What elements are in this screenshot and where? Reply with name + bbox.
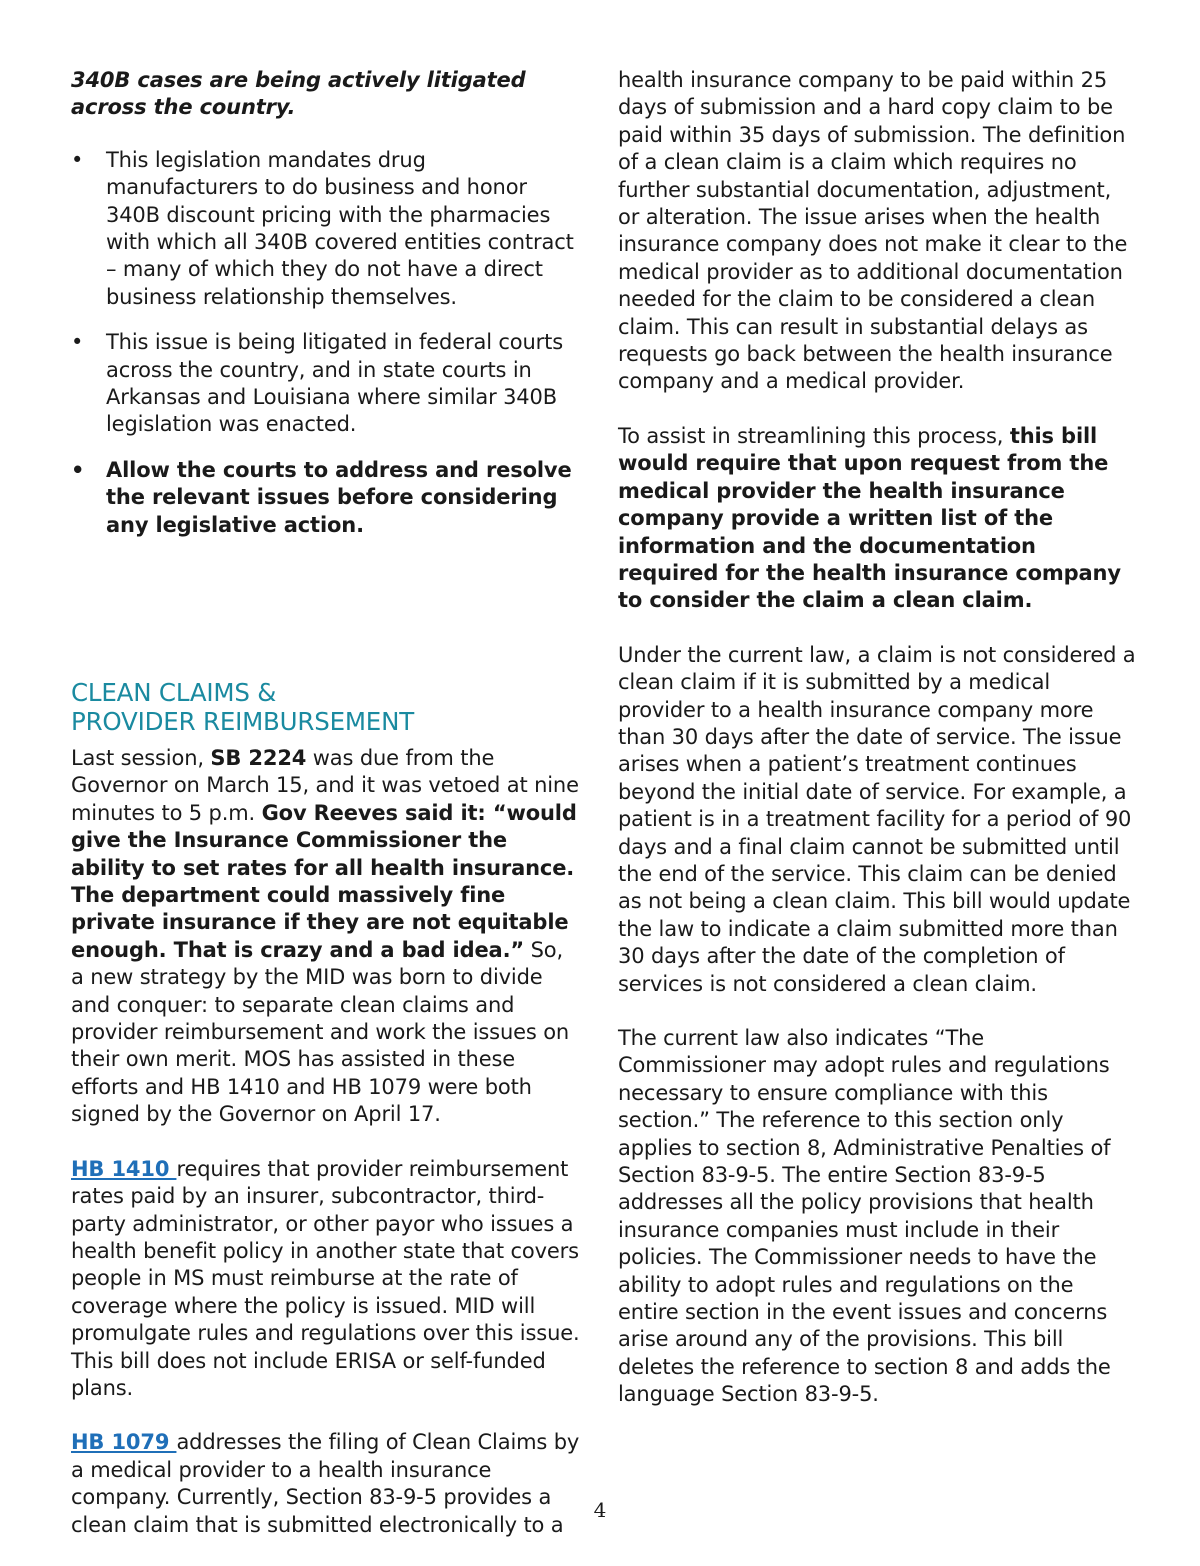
- governor-quote: Gov Reeves said it: “would give the Insurance Commissioner the ability to set rates for all health insurance. The department could massively fine private insurance if they are not equitable enough. That is crazy and a bad idea.”: [71, 800, 577, 962]
- hb1079-link[interactable]: HB 1079: [71, 1430, 177, 1455]
- streamlining-bold: this bill would require that upon request from the medical provider the health insurance company provide a written list of the information and the documentation required for the health insurance company to consider the claim a clean claim.: [618, 423, 1121, 613]
- sb2224-paragraph: [71, 745, 581, 1129]
- sb-text-3: So, a new strategy by the MID was born to divide and conquer: to separate clean claims and provider reimbursement and work the issues on their own merit. MOS has assisted in these efforts and HB 1410 and HB 1079 were both signed by the Governor on April 17.: [71, 937, 570, 1127]
- bullet-text: Allow the courts to address and resolve the relevant issues before considering any legislative action.: [106, 457, 572, 537]
- bullet-icon: •: [71, 457, 85, 482]
- bullet-item: [71, 457, 581, 539]
- current-law-paragraph: Under the current law, a claim is not considered a clean claim if it is submitted by a medical provider to a health insurance company more than 30 days after the date of service. The issue arises when a patient’s treatment continues beyond the initial date of service. For example, a patient is in a treatment facility for a period of 90 days and a final claim cannot be submitted until the end of the service. This claim can be denied as not being a clean claim. This bill would update the law to indicate a claim submitted more than 30 days after the date of the completion of services is not considered a clean claim.: [618, 642, 1136, 996]
- hb1079-text: addresses the filing of Clean Claims by a medical provider to a health insurance company. Currently, Section 83-9-5 provides a clean claim that is submitted electronically to a: [71, 1430, 580, 1537]
- commissioner-paragraph: The current law also indicates “The Commissioner may adopt rules and regulations necessary to ensure compliance with this section.” The reference to this section only applies to section 8, Administrative Penalties of Section 83-9-5. The entire Section 83-9-5 addresses all the policy provisions that health insurance companies must include in their policies. The Commissioner needs to have the ability to adopt rules and regulations on the entire section in the event issues and concerns arise around any of the provisions. This bill deletes the reference to section 8 and adds the language Section 83-9-5.: [618, 1026, 1111, 1407]
- left-column: [71, 67, 581, 557]
- hb1410-text: requires that provider reimbursement rates paid by an insurer, subcontractor, third-party administrator, or other payor who issues a health benefit policy in another state that covers people in MS must reimburse at the rate of coverage where the policy is issued. MID will promulgate rules and regulations over this issue. This bill does not include ERISA or self-funded plans.: [71, 1156, 580, 1400]
- hb1079-paragraph: [71, 1429, 581, 1539]
- bullet-item: [71, 147, 581, 311]
- sb-text-1: Last session,: [71, 746, 211, 770]
- clean-claim-paragraph: health insurance company to be paid within 25 days of submission and a hard copy claim to be paid within 35 days of submission. The definition of a clean claim is a claim which requires no further substantial documentation, adjustment, or alteration. The issue arises when the health insurance company does not make it clear to the medical provider as to additional documentation needed for the claim to be considered a clean claim. This can result in substantial delays as requests go back between the health insurance company and a medical provider.: [618, 68, 1128, 394]
- hb1410-link[interactable]: HB 1410: [71, 1156, 177, 1181]
- bullet-item: [71, 329, 581, 439]
- streamlining-lead: To assist in streamlining this process,: [618, 423, 1010, 448]
- hb1410-paragraph: [71, 1156, 581, 1403]
- bullet-text: This legislation mandates drug manufacturers to do business and honor 340B discount pricing with the pharmacies with which all 340B covered entities contract – many of which they do not have a direct business relationship themselves.: [106, 147, 574, 309]
- section-title-line2: PROVIDER REIMBURSEMENT: [71, 707, 414, 736]
- left-body: [71, 745, 581, 1566]
- right-column: [618, 67, 1138, 1436]
- intro-statement: 340B cases are being actively litigated across the country.: [71, 68, 526, 120]
- bullet-icon: •: [71, 330, 84, 355]
- bullet-text: This issue is being litigated in federal courts across the country, and in state courts in Arkansas and Louisiana where similar 340B legislation was enacted.: [106, 330, 564, 437]
- section-title-line1: CLEAN CLAIMS &: [71, 678, 277, 707]
- streamlining-paragraph: [618, 423, 1138, 615]
- sb2224-bill-name: SB 2224: [210, 746, 307, 770]
- bullet-list: [71, 147, 581, 539]
- sb-text-2: was due from the Governor on March 15, and it was vetoed at nine minutes to 5 p.m.: [71, 746, 579, 825]
- section-title: [71, 678, 591, 736]
- bullet-icon: •: [71, 147, 84, 172]
- page-number: 4: [593, 1498, 607, 1522]
